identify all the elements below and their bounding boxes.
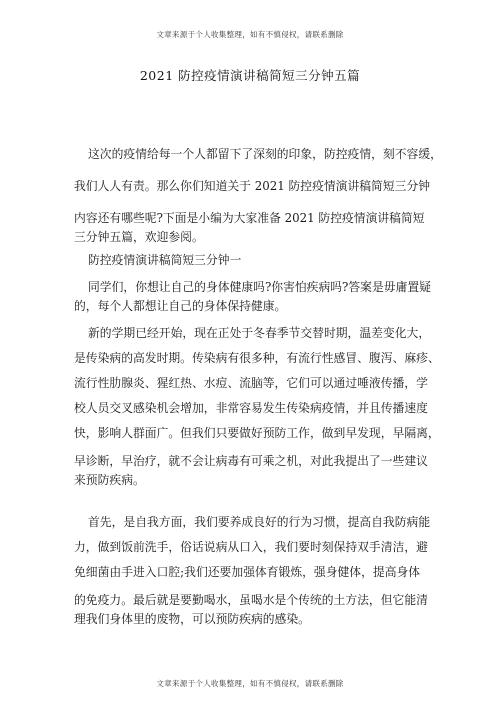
header-note: 文章来源于个人收集整理，如有不慎侵权，请联系删除 xyxy=(156,30,344,39)
text-line: 免细菌由手进入口腔;我们还要加强体育锻炼，强身健体，提高身体 xyxy=(74,565,421,579)
text-line: 内容还有哪些呢?下面是小编为大家准备 2021 防控疫情演讲稿简短 xyxy=(74,211,425,225)
text-line: 校人员交叉感染机会增加，非常容易发生传染病疫情，并且传播速度 xyxy=(74,401,428,415)
paragraph-new-term xyxy=(74,324,438,490)
text-line: 来预防疾病。 xyxy=(74,473,145,487)
document-title: 2021 防控疫情演讲稿简短三分钟五篇 xyxy=(139,68,361,83)
text-line: 流行性肋腺炎、猩红热、水痘、流脑等，它们可以通过唾液传播，学 xyxy=(74,376,428,390)
text-line: 首先，是自我方面，我们要养成良好的行为习惯，提高自我防病能 xyxy=(88,515,431,529)
text-line: 这次的疫情给每一个人都留下了深刻的印象，防控疫情，刻不容缓， xyxy=(88,147,442,161)
footer-note: 文章来源于个人收集整理，如有不慎侵权，请联系删除 xyxy=(156,679,344,688)
text-line: 同学们，你想让自己的身体健康吗?你害怕疾病吗?答案是毋庸置疑 xyxy=(88,280,431,294)
text-line: 三分钟五篇，欢迎参阅。 xyxy=(74,230,204,244)
section-heading xyxy=(74,251,438,270)
paragraph-self-protection xyxy=(74,513,438,629)
text-line: 新的学期已经开始，现在正处于冬春季节交替时期，温差变化大， xyxy=(88,326,431,340)
text-line: 的，每个人都想让自己的身体保持健康。 xyxy=(74,299,287,313)
text-line: 力，做到饭前洗手，俗话说病从口入，我们要时刻保持双手清洁，避 xyxy=(74,540,428,554)
text-line: 防控疫情演讲稿简短三分钟一 xyxy=(88,253,242,267)
paragraph-health xyxy=(74,278,438,316)
text-line: 早诊断，早治疗，就不会让病毒有可乘之机，对此我提出了一些建议 xyxy=(74,454,428,468)
paragraph-intro xyxy=(74,145,442,247)
text-line: 我们人人有责。那么你们知道关于 2021 防控疫情演讲稿简短三分钟 xyxy=(74,179,431,193)
text-line: 快，影响人群面广。但我们只要做好预防工作，做到早发现，早隔离， xyxy=(74,426,440,440)
text-line: 是传染病的高发时期。传染病有很多种，有流行性感冒、腹泻、麻疹、 xyxy=(74,351,440,365)
text-line: 的免疫力。最后就是要勤喝水，虽喝水是个传统的土方法，但它能清 xyxy=(74,593,428,607)
text-line: 理我们身体里的废物，可以预防疾病的感染。 xyxy=(74,612,310,626)
